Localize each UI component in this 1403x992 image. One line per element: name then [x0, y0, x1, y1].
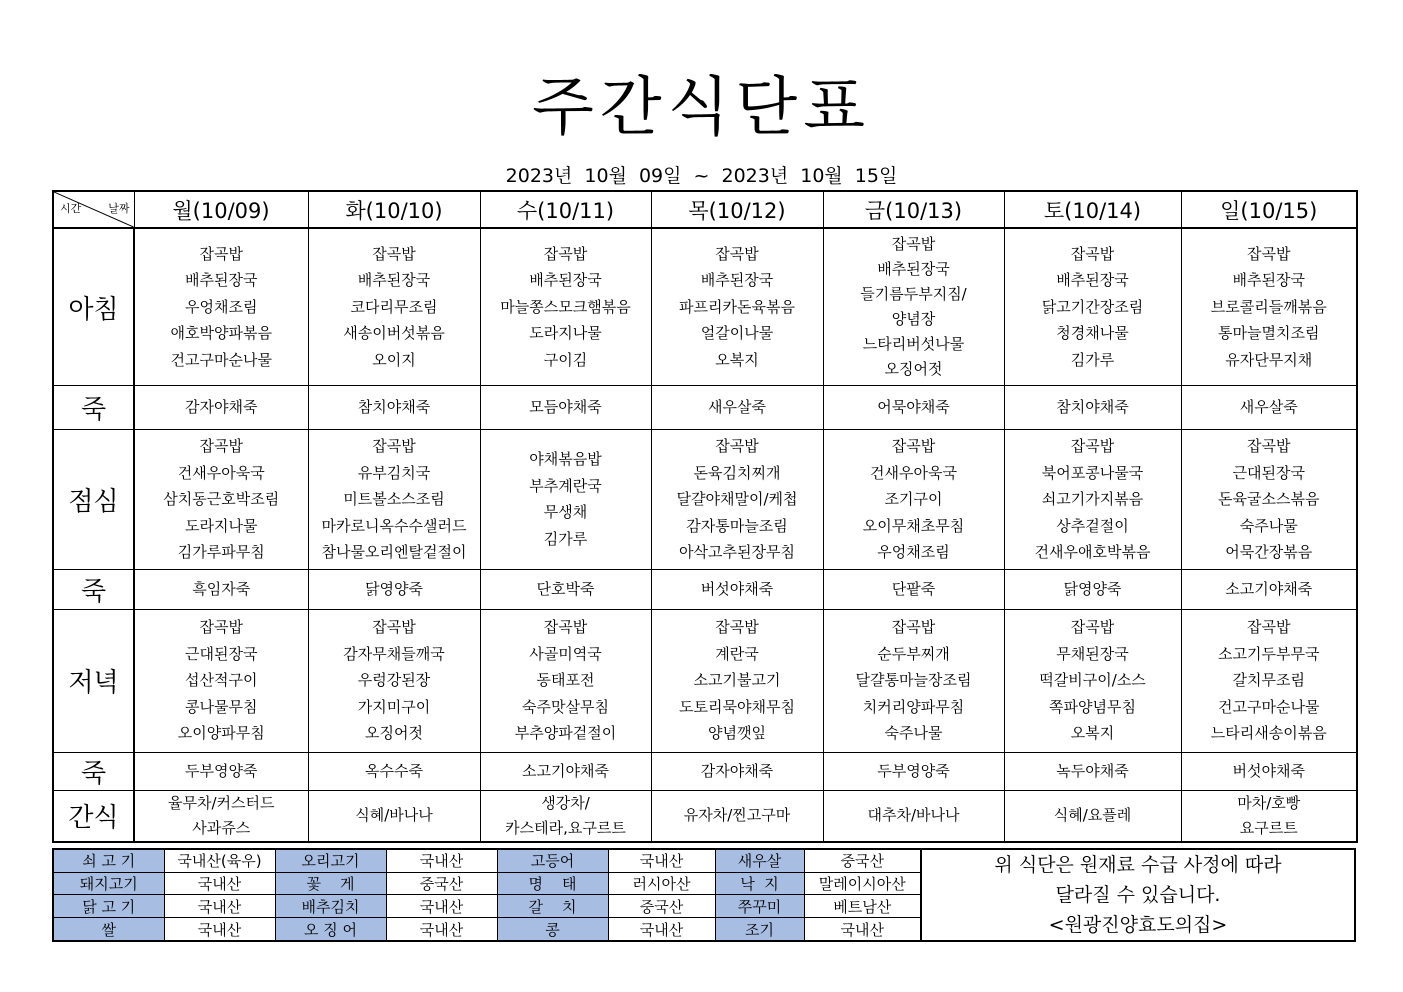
- menu-item: 무채된장국: [1056, 644, 1129, 663]
- menu-item: 청경채나물: [1056, 324, 1129, 343]
- menu-item: 배추된장국: [529, 271, 602, 290]
- menu-item: 단팥죽: [891, 579, 936, 598]
- menu-cell: [823, 386, 1004, 430]
- snack-row: [53, 790, 1357, 842]
- menu-item: 배추된장국: [877, 260, 950, 278]
- meal-label: 저녁: [53, 609, 134, 752]
- menu-item: 옥수수죽: [365, 761, 423, 780]
- notice-line: 위 식단은 원재료 수급 사정에 따라: [994, 854, 1282, 876]
- menu-item: 두부영양죽: [877, 761, 950, 780]
- menu-item: 배추된장국: [1232, 271, 1305, 290]
- menu-item: 잡곡밥: [1247, 437, 1291, 455]
- menu-item: 양념장: [891, 310, 936, 328]
- menu-cell: [134, 609, 308, 752]
- origin-value: 베트남산: [804, 895, 921, 918]
- menu-item: 무생채: [543, 503, 588, 522]
- menu-item: 숙주나물: [1239, 516, 1298, 535]
- origin-value: 국내산: [386, 895, 497, 918]
- menu-item: 계란국: [715, 644, 759, 663]
- menu-cell: [1181, 386, 1357, 430]
- menu-item: 우렁강된장: [357, 671, 431, 690]
- menu-item: 부추양파겉절이: [514, 724, 617, 743]
- ingredient-label: 명 태: [497, 872, 608, 895]
- menu-item: 애호박양파볶음: [170, 324, 272, 343]
- menu-cell: [823, 752, 1004, 790]
- menu-item: 얼갈이나물: [700, 324, 774, 343]
- menu-item: 식혜/바나나: [355, 806, 433, 825]
- menu-item: 대추차/바나나: [867, 806, 960, 825]
- ingredient-label: 돼지고기: [53, 872, 164, 895]
- menu-item: 새송이버섯볶음: [343, 324, 445, 343]
- menu-item: 김가루파무침: [177, 543, 265, 561]
- ingredient-label: 갈 치: [497, 895, 608, 918]
- meal-label: 죽: [53, 569, 134, 609]
- menu-item: 아삭고추된장무침: [679, 543, 795, 561]
- menu-item: 오이무채초무침: [862, 516, 965, 535]
- menu-item: 소고기불고기: [693, 671, 781, 690]
- menu-item: 감자야채죽: [185, 398, 258, 417]
- menu-item: 코다리무조림: [350, 297, 438, 316]
- menu-item: 잡곡밥: [1070, 618, 1115, 637]
- ingredient-label: 쭈꾸미: [715, 895, 804, 918]
- menu-item: 브로콜리들깨볶음: [1210, 297, 1327, 316]
- menu-item: 잡곡밥: [199, 244, 243, 263]
- header-time-label: 시간: [60, 202, 82, 215]
- header-corner: [53, 191, 134, 228]
- menu-item: 숙주맛살무침: [522, 697, 609, 716]
- origin-value: 국내산: [608, 918, 715, 941]
- menu-cell: [823, 430, 1004, 570]
- menu-item: 동태포전: [536, 671, 595, 690]
- menu-item: 통마늘멸치조림: [1218, 324, 1320, 343]
- menu-cell: [823, 790, 1004, 842]
- ingredient-label: 낙 지: [715, 872, 804, 895]
- menu-item: 양념깻잎: [708, 724, 766, 743]
- menu-cell: [308, 752, 480, 790]
- notice-line: <원광진양효도의집>: [1048, 914, 1228, 936]
- porridge-row: [53, 569, 1357, 609]
- origin-value: 중국산: [386, 872, 497, 895]
- menu-item: 단호박죽: [536, 579, 595, 598]
- menu-item: 잡곡밥: [715, 618, 759, 637]
- menu-cell: [308, 790, 480, 842]
- menu-item: 돈육김치찌개: [693, 463, 781, 482]
- menu-cell: [134, 569, 308, 609]
- menu-item: 두부영양죽: [185, 761, 258, 780]
- origin-value: 중국산: [804, 849, 921, 872]
- menu-item: 감자야채죽: [700, 761, 774, 780]
- menu-cell: [651, 609, 823, 752]
- menu-cell: [1181, 609, 1357, 752]
- menu-item: 도라지나물: [529, 324, 602, 343]
- menu-item: 달걀통마늘장조림: [855, 671, 972, 690]
- menu-cell: [1181, 228, 1357, 386]
- menu-item: 참치야채죽: [1056, 398, 1129, 417]
- menu-item: 오징어젓: [365, 724, 423, 743]
- menu-cell: [308, 609, 480, 752]
- menu-item: 배추된장국: [700, 271, 774, 290]
- menu-item: 마차/호빵: [1237, 793, 1301, 812]
- menu-item: 달걀야채말이/케첩: [676, 490, 798, 508]
- menu-item: 오이지: [372, 350, 416, 369]
- day-header: 토(10/14): [1004, 191, 1181, 228]
- ingredient-label: 꽃 게: [275, 872, 386, 895]
- menu-item: 사골미역국: [529, 644, 602, 663]
- menu-item: 북어포콩나물국: [1041, 463, 1144, 482]
- menu-item: 건고구마순나물: [1218, 697, 1320, 716]
- menu-item: 건고구마순나물: [170, 350, 272, 369]
- menu-item: 조기구이: [884, 490, 943, 508]
- menu-item: 건새우애호박볶음: [1034, 543, 1151, 561]
- menu-cell: [480, 228, 651, 386]
- weekly-menu-table: [52, 190, 1358, 843]
- menu-cell: [480, 790, 651, 842]
- menu-item: 떡갈비구이/소스: [1039, 671, 1146, 690]
- meal-row: [53, 430, 1357, 570]
- menu-cell: [308, 386, 480, 430]
- menu-item: 새우살죽: [1239, 398, 1298, 417]
- day-header: 목(10/12): [651, 191, 823, 228]
- menu-item: 닭고기간장조림: [1041, 297, 1144, 316]
- menu-item: 마카로니옥수수샐러드: [321, 516, 467, 535]
- menu-cell: [308, 228, 480, 386]
- menu-item: 사과쥬스: [192, 818, 251, 837]
- menu-item: 배추된장국: [1056, 271, 1129, 290]
- menu-item: 흑임자죽: [192, 579, 251, 598]
- day-header: 수(10/11): [480, 191, 651, 228]
- menu-item: 잡곡밥: [891, 235, 936, 253]
- menu-item: 닭영양죽: [365, 579, 423, 598]
- origin-value: 국내산: [164, 895, 275, 918]
- menu-item: 오징어젓: [884, 360, 943, 378]
- menu-item: 닭영양죽: [1063, 579, 1122, 598]
- ingredient-label: 조기: [715, 918, 804, 941]
- menu-item: 김가루: [1070, 350, 1115, 369]
- menu-cell: [651, 790, 823, 842]
- header-date-label: 날짜: [108, 202, 130, 215]
- porridge-row: [53, 752, 1357, 790]
- origin-value: 말레이시아산: [804, 872, 921, 895]
- menu-cell: [651, 386, 823, 430]
- menu-item: 잡곡밥: [372, 437, 416, 455]
- origin-value: 국내산: [386, 918, 497, 941]
- menu-item: 소고기야채죽: [1225, 579, 1313, 598]
- menu-item: 잡곡밥: [1070, 244, 1115, 263]
- menu-item: 참치야채죽: [357, 398, 431, 417]
- menu-item: 어묵야채죽: [877, 398, 950, 417]
- menu-cell: [134, 386, 308, 430]
- menu-item: 야채볶음밥: [529, 450, 602, 469]
- menu-cell: [480, 752, 651, 790]
- menu-item: 쪽파양념무침: [1049, 697, 1136, 716]
- menu-cell: [651, 569, 823, 609]
- meal-label: 죽: [53, 752, 134, 790]
- meal-label: 간식: [53, 790, 134, 842]
- menu-cell: [480, 386, 651, 430]
- menu-item: 잡곡밥: [543, 244, 588, 263]
- menu-item: 오복지: [715, 350, 759, 369]
- menu-item: 율무차/커스터드: [168, 793, 275, 812]
- meal-row: [53, 228, 1357, 386]
- menu-cell: [1004, 569, 1181, 609]
- menu-item: 참나물오리엔탈겉절이: [321, 543, 467, 561]
- menu-item: 미트볼소스조림: [343, 490, 445, 508]
- origin-row: [53, 849, 1355, 872]
- menu-item: 버섯야채죽: [1232, 761, 1305, 780]
- menu-item: 오복지: [1070, 724, 1115, 743]
- menu-item: 오이양파무침: [177, 724, 265, 743]
- day-header: 금(10/13): [823, 191, 1004, 228]
- menu-item: 잡곡밥: [372, 244, 416, 263]
- origin-value: 국내산: [164, 918, 275, 941]
- menu-cell: [308, 430, 480, 570]
- menu-cell: [134, 228, 308, 386]
- menu-item: 구이김: [543, 350, 588, 369]
- menu-item: 우엉채조림: [185, 297, 258, 316]
- menu-item: 요구르트: [1239, 818, 1298, 837]
- page-title: 주간식단표: [531, 71, 872, 145]
- origin-table: [52, 848, 1356, 942]
- menu-item: 건새우아욱국: [870, 463, 957, 482]
- menu-item: 순두부찌개: [877, 644, 950, 663]
- menu-item: 상추겉절이: [1056, 516, 1129, 535]
- menu-item: 치커리양파무침: [862, 697, 965, 716]
- menu-item: 버섯야채죽: [700, 579, 774, 598]
- menu-item: 녹두야채죽: [1056, 761, 1129, 780]
- menu-item: 배추된장국: [185, 271, 258, 290]
- menu-item: 유자단무지채: [1225, 350, 1313, 369]
- menu-cell: [823, 228, 1004, 386]
- menu-cell: [1004, 228, 1181, 386]
- notice-line: 달라질 수 있습니다.: [1055, 884, 1221, 906]
- menu-item: 어묵간장볶음: [1225, 543, 1313, 561]
- menu-item: 모듬야채죽: [529, 398, 602, 417]
- menu-item: 숙주나물: [884, 724, 943, 743]
- ingredient-label: 오 징 어: [275, 918, 386, 941]
- menu-item: 잡곡밥: [199, 618, 243, 637]
- menu-cell: [1004, 752, 1181, 790]
- origin-value: 국내산: [804, 918, 921, 941]
- menu-cell: [651, 752, 823, 790]
- menu-item: 잡곡밥: [543, 618, 588, 637]
- menu-item: 갈치무조림: [1232, 671, 1305, 690]
- menu-cell: [134, 790, 308, 842]
- menu-cell: [1004, 430, 1181, 570]
- menu-cell: [1181, 430, 1357, 570]
- menu-item: 파프리카돈육볶음: [679, 297, 795, 316]
- menu-cell: [823, 609, 1004, 752]
- meal-label: 점심: [53, 430, 134, 570]
- menu-cell: [651, 430, 823, 570]
- menu-item: 유부김치국: [357, 463, 431, 482]
- menu-item: 잡곡밥: [891, 618, 936, 637]
- menu-item: 잡곡밥: [1070, 437, 1115, 455]
- ingredient-label: 닭 고 기: [53, 895, 164, 918]
- menu-item: 우엉채조림: [877, 543, 950, 561]
- menu-notice: [921, 849, 1355, 941]
- origin-value: 중국산: [608, 895, 715, 918]
- menu-item: 도토리묵야채무침: [679, 697, 795, 716]
- menu-cell: [480, 569, 651, 609]
- ingredient-label: 오리고기: [275, 849, 386, 872]
- menu-cell: [134, 430, 308, 570]
- menu-item: 식혜/요플레: [1053, 806, 1132, 825]
- menu-item: 마늘쫑스모크햄볶음: [500, 297, 631, 316]
- menu-cell: [1181, 790, 1357, 842]
- menu-item: 생강차/: [541, 793, 590, 812]
- menu-item: 카스테라,요구르트: [505, 818, 626, 837]
- ingredient-label: 고등어: [497, 849, 608, 872]
- ingredient-label: 새우살: [715, 849, 804, 872]
- meal-label: 죽: [53, 386, 134, 430]
- menu-item: 잡곡밥: [715, 244, 759, 263]
- ingredient-label: 배추김치: [275, 895, 386, 918]
- day-header: 월(10/09): [134, 191, 308, 228]
- menu-item: 삼치동근호박조림: [163, 490, 280, 508]
- origin-value: 러시아산: [608, 872, 715, 895]
- menu-item: 김가루: [543, 529, 588, 548]
- day-header: 일(10/15): [1181, 191, 1357, 228]
- ingredient-label: 쇠 고 기: [53, 849, 164, 872]
- day-header-row: [53, 191, 1357, 228]
- menu-item: 쇠고기가지볶음: [1041, 490, 1144, 508]
- menu-item: 잡곡밥: [199, 437, 243, 455]
- menu-item: 잡곡밥: [1247, 618, 1291, 637]
- menu-cell: [1004, 609, 1181, 752]
- menu-cell: [1181, 569, 1357, 609]
- menu-item: 느타리버섯나물: [862, 335, 965, 353]
- menu-item: 도라지나물: [185, 516, 258, 535]
- menu-item: 느타리새송이볶음: [1210, 724, 1327, 743]
- menu-cell: [823, 569, 1004, 609]
- origin-value: 국내산: [608, 849, 715, 872]
- ingredient-label: 콩: [497, 918, 608, 941]
- menu-cell: [480, 430, 651, 570]
- menu-item: 잡곡밥: [372, 618, 416, 637]
- menu-item: 섭산적구이: [185, 671, 258, 690]
- menu-item: 돈육굴소스볶음: [1218, 490, 1320, 508]
- menu-item: 근대된장국: [1232, 463, 1305, 482]
- menu-item: 감자통마늘조림: [686, 516, 788, 535]
- porridge-row: [53, 386, 1357, 430]
- menu-item: 감자무채들깨국: [343, 644, 445, 663]
- menu-item: 소고기두부무국: [1218, 644, 1320, 663]
- menu-item: 새우살죽: [708, 398, 766, 417]
- menu-item: 근대된장국: [185, 644, 258, 663]
- menu-cell: [651, 228, 823, 386]
- meal-label: 아침: [53, 228, 134, 386]
- origin-value: 국내산: [164, 872, 275, 895]
- menu-cell: [1004, 386, 1181, 430]
- menu-item: 잡곡밥: [715, 437, 759, 455]
- menu-item: 배추된장국: [357, 271, 431, 290]
- menu-item: 콩나물무침: [185, 697, 258, 716]
- day-header: 화(10/10): [308, 191, 480, 228]
- menu-item: 들기름두부지짐/: [860, 285, 967, 303]
- menu-item: 부추계란국: [529, 476, 602, 495]
- origin-value: 국내산(육우): [164, 849, 275, 872]
- menu-item: 유자차/찐고구마: [683, 806, 791, 825]
- menu-period: 2023년 10월 09일 ~ 2023년 10월 15일: [505, 165, 898, 187]
- menu-cell: [134, 752, 308, 790]
- menu-cell: [480, 609, 651, 752]
- ingredient-label: 쌀: [53, 918, 164, 941]
- menu-item: 잡곡밥: [1247, 244, 1291, 263]
- menu-cell: [1004, 790, 1181, 842]
- menu-cell: [1181, 752, 1357, 790]
- menu-cell: [308, 569, 480, 609]
- menu-item: 가지미구이: [357, 697, 431, 716]
- menu-item: 소고기야채죽: [522, 761, 609, 780]
- menu-item: 잡곡밥: [891, 437, 936, 455]
- menu-item: 건새우아욱국: [177, 463, 265, 482]
- meal-row: [53, 609, 1357, 752]
- origin-value: 국내산: [386, 849, 497, 872]
